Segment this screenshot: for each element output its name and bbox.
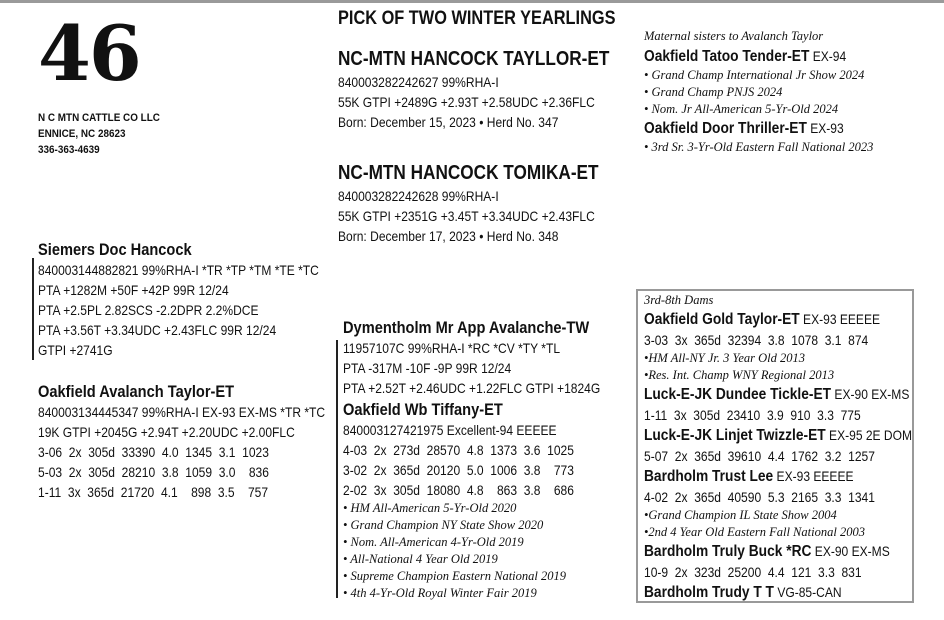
- sister-name: Oakfield Tatoo Tender-ET: [644, 48, 810, 65]
- dam-record: 3-06 2x 305d 33390 4.0 1345 3.1 1023: [38, 444, 269, 460]
- yearling-1: [338, 46, 654, 132]
- granddam-honor: • HM All-American 5-Yr-Old 2020: [343, 501, 517, 515]
- granddam-name: Oakfield Wb Tiffany-ET: [343, 400, 503, 419]
- mgs-name: Dymentholm Mr App Avalanche-TW: [343, 318, 590, 337]
- dam6-score: EX-93 EEEEE: [776, 468, 854, 484]
- mgs-block: [343, 318, 642, 398]
- dam3-score: EX-93 EEEEE: [803, 311, 881, 327]
- granddam-line: 840003127421975 Excellent-94 EEEEE: [343, 422, 557, 438]
- mgs-line: PTA +2.52T +2.46UDC +1.22FLC GTPI +1824G: [343, 380, 601, 396]
- dams-box-title: 3rd-8th Dams: [644, 293, 714, 307]
- dam3-record: 3-03 3x 365d 32394 3.8 1078 3.1 874: [644, 332, 869, 348]
- mgs-bracket: [336, 340, 338, 598]
- maternal-sisters: [644, 28, 879, 156]
- consignor-block: [38, 110, 160, 158]
- sister-honor: • Nom. Jr All-American 5-Yr-Old 2024: [644, 102, 839, 116]
- dam4-header: [644, 384, 912, 405]
- dam5-score: EX-95 2E DOM: [829, 427, 913, 443]
- dam8-name: Bardholm Trudy T T: [644, 584, 774, 601]
- dam3-header: [644, 309, 912, 330]
- sister-2: [644, 118, 846, 139]
- dam-line: 19K GTPI +2045G +2.94T +2.20UDC +2.00FLC: [38, 424, 295, 440]
- yearling-born: Born: December 15, 2023 • Herd No. 347: [338, 114, 559, 130]
- dam6-name: Bardholm Trust Lee: [644, 468, 774, 485]
- yearling-gtpi: 55K GTPI +2351G +3.45T +3.34UDC +2.43FLC: [338, 208, 595, 224]
- dam5-name: Luck-E-JK Linjet Twizzle-ET: [644, 427, 826, 444]
- consignor-name: N C MTN CATTLE CO LLC: [38, 112, 160, 124]
- yearling-name: NC-MTN HANCOCK TOMIKA-ET: [338, 162, 599, 184]
- dam4-name: Luck-E-JK Dundee Tickle-ET: [644, 386, 832, 403]
- yearling-2: [338, 160, 641, 246]
- top-border: [0, 0, 944, 3]
- yearling-gtpi: 55K GTPI +2489G +2.93T +2.58UDC +2.36FLC: [338, 94, 595, 110]
- granddam-record: 3-02 2x 365d 20120 5.0 1006 3.8 773: [343, 462, 574, 478]
- dams-list: [644, 292, 944, 603]
- sire-line: PTA +1282M +50F +42P 99R 12/24: [38, 282, 229, 298]
- dam-record: 1-11 3x 365d 21720 4.1 898 3.5 757: [38, 484, 269, 500]
- dam7-score: EX-90 EX-MS: [814, 543, 890, 559]
- sire-line: 840003144882821 99%RHA-I *TR *TP *TM *TE *TC: [38, 262, 319, 278]
- dam7-name: Bardholm Truly Buck *RC: [644, 543, 812, 560]
- sister-honor: • 3rd Sr. 3-Yr-Old Eastern Fall National 2023: [644, 140, 874, 154]
- yearling-id: 840003282242627 99%RHA-I: [338, 74, 499, 90]
- dam-line: 840003134445347 99%RHA-I EX-93 EX-MS *TR *TC: [38, 404, 326, 420]
- sale-header: PICK OF TWO WINTER YEARLINGS: [338, 8, 616, 29]
- dam-record: 5-03 2x 305d 28210 3.8 1059 3.0 836: [38, 464, 269, 480]
- granddam-honor: • Grand Champion NY State Show 2020: [343, 518, 544, 532]
- sire-block: [38, 240, 365, 360]
- dam4-score: EX-90 EX-MS: [834, 386, 910, 402]
- granddam-honor: • Supreme Champion Eastern National 2019: [343, 569, 567, 583]
- dam8-header: [644, 582, 912, 603]
- mgs-line: PTA -317M -10F -9P 99R 12/24: [343, 360, 512, 376]
- dam3-honor: •HM All-NY Jr. 3 Year Old 2013: [644, 351, 805, 365]
- yearling-name: NC-MTN HANCOCK TAYLLOR-ET: [338, 48, 610, 70]
- sister-score: EX-93: [810, 120, 844, 136]
- dam5-record: 5-07 2x 365d 39610 4.4 1762 3.2 1257: [644, 448, 875, 464]
- consignor-phone: 336-363-4639: [38, 144, 100, 156]
- granddam-honor: • All-National 4 Year Old 2019: [343, 552, 498, 566]
- dam7-record: 10-9 2x 323d 25200 4.4 121 3.3 831: [644, 564, 862, 580]
- dam5-header: [644, 425, 912, 446]
- dam-name: Oakfield Avalanch Taylor-ET: [38, 382, 235, 401]
- dam3-name: Oakfield Gold Taylor-ET: [644, 311, 800, 328]
- sister-1: [644, 46, 846, 67]
- lot-number: 46: [38, 9, 140, 98]
- dam3-honor: •Res. Int. Champ WNY Regional 2013: [644, 368, 835, 382]
- sister-honor: • Grand Champ International Jr Show 2024: [644, 68, 865, 82]
- yearling-id: 840003282242628 99%RHA-I: [338, 188, 499, 204]
- dam6-honor: •2nd 4 Year Old Eastern Fall National 2003: [644, 525, 865, 539]
- mgs-line: 11957107C 99%RHA-I *RC *CV *TY *TL: [343, 340, 561, 356]
- dam6-header: [644, 466, 912, 487]
- sire-line: PTA +3.56T +3.34UDC +2.43FLC 99R 12/24: [38, 322, 277, 338]
- sister-score: EX-94: [812, 48, 847, 64]
- dam8-score: VG-85-CAN: [777, 584, 842, 600]
- granddam-honor: • 4th 4-Yr-Old Royal Winter Fair 2019: [343, 586, 537, 600]
- sire-line: GTPI +2741G: [38, 342, 113, 358]
- dam6-honor: •Grand Champion IL State Show 2004: [644, 508, 837, 522]
- consignor-city: ENNICE, NC 28623: [38, 128, 126, 140]
- sire-bracket: [32, 258, 34, 360]
- sister-honor: • Grand Champ PNJS 2024: [644, 85, 783, 99]
- dam-block: [38, 382, 372, 502]
- granddam-record: 2-02 3x 305d 18080 4.8 863 3.8 686: [343, 482, 574, 498]
- dam4-record: 1-11 3x 305d 23410 3.9 910 3.3 775: [644, 407, 861, 423]
- sister-name: Oakfield Door Thriller-ET: [644, 120, 807, 137]
- granddam-honor: • Nom. All-American 4-Yr-Old 2019: [343, 535, 524, 549]
- sire-name: Siemers Doc Hancock: [38, 240, 192, 259]
- granddam-block: [343, 400, 612, 602]
- maternal-sisters-title: Maternal sisters to Avalanch Taylor: [644, 29, 824, 43]
- granddam-record: 4-03 2x 273d 28570 4.8 1373 3.6 1025: [343, 442, 574, 458]
- dam7-header: [644, 541, 912, 562]
- dam6-record: 4-02 2x 365d 40590 5.3 2165 3.3 1341: [644, 489, 875, 505]
- sire-line: PTA +2.5PL 2.82SCS -2.2DPR 2.2%DCE: [38, 302, 259, 318]
- yearling-born: Born: December 17, 2023 • Herd No. 348: [338, 228, 559, 244]
